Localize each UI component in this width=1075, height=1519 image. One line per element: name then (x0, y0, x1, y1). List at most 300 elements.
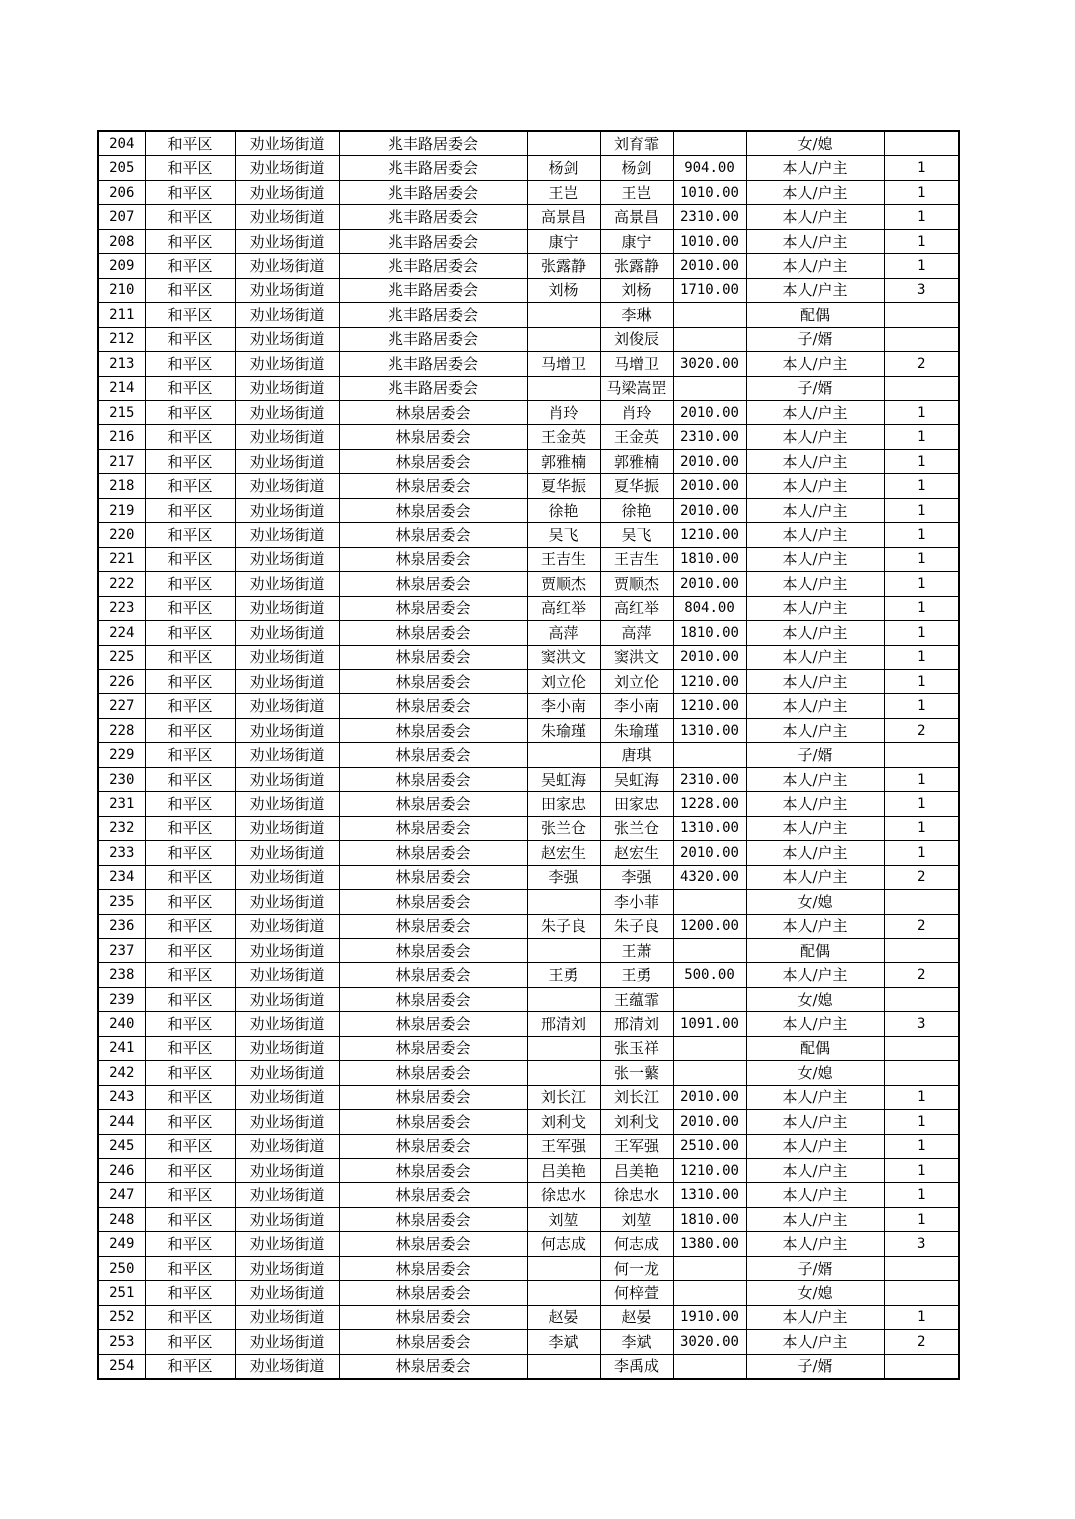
cell-amount: 1810.00 (673, 547, 746, 571)
cell-subdistrict: 劝业场街道 (235, 1012, 339, 1036)
table-body (98, 131, 959, 1379)
cell-row-number: 205 (98, 156, 145, 180)
cell-relation: 本人/户主 (746, 841, 884, 865)
cell-applicant: 赵晏 (527, 1305, 600, 1329)
cell-committee: 林泉居委会 (339, 816, 527, 840)
cell-amount: 2310.00 (673, 425, 746, 449)
cell-applicant (527, 987, 600, 1011)
cell-row-number: 209 (98, 254, 145, 278)
cell-committee: 林泉居委会 (339, 718, 527, 742)
cell-committee: 林泉居委会 (339, 474, 527, 498)
cell-committee: 林泉居委会 (339, 572, 527, 596)
cell-household-size: 3 (884, 1232, 959, 1256)
cell-member-name: 张玉祥 (600, 1036, 673, 1060)
cell-applicant: 刘堃 (527, 1207, 600, 1231)
cell-subdistrict: 劝业场街道 (235, 254, 339, 278)
cell-subdistrict: 劝业场街道 (235, 645, 339, 669)
cell-household-size: 1 (884, 1305, 959, 1329)
cell-subdistrict: 劝业场街道 (235, 816, 339, 840)
cell-household-size: 1 (884, 1207, 959, 1231)
cell-district: 和平区 (145, 694, 235, 718)
cell-subdistrict: 劝业场街道 (235, 596, 339, 620)
cell-household-size: 1 (884, 645, 959, 669)
cell-applicant: 康宁 (527, 229, 600, 253)
cell-amount: 1310.00 (673, 1183, 746, 1207)
cell-row-number: 212 (98, 327, 145, 351)
cell-subdistrict: 劝业场街道 (235, 352, 339, 376)
cell-household-size: 1 (884, 449, 959, 473)
cell-relation: 本人/户主 (746, 1012, 884, 1036)
cell-member-name: 李禹成 (600, 1354, 673, 1379)
cell-household-size: 1 (884, 254, 959, 278)
cell-district: 和平区 (145, 1061, 235, 1085)
table-row (98, 449, 959, 473)
cell-district: 和平区 (145, 1330, 235, 1354)
cell-amount: 1228.00 (673, 792, 746, 816)
cell-relation: 本人/户主 (746, 694, 884, 718)
cell-amount (673, 1061, 746, 1085)
table-row (98, 669, 959, 693)
table-row (98, 694, 959, 718)
cell-district: 和平区 (145, 376, 235, 400)
cell-relation: 配偶 (746, 303, 884, 327)
cell-relation: 本人/户主 (746, 1232, 884, 1256)
cell-district: 和平区 (145, 841, 235, 865)
cell-committee: 兆丰路居委会 (339, 205, 527, 229)
cell-row-number: 232 (98, 816, 145, 840)
cell-row-number: 221 (98, 547, 145, 571)
cell-member-name: 刘育霏 (600, 131, 673, 156)
cell-amount: 500.00 (673, 963, 746, 987)
cell-committee: 林泉居委会 (339, 645, 527, 669)
cell-household-size: 1 (884, 1110, 959, 1134)
cell-district: 和平区 (145, 792, 235, 816)
cell-amount: 904.00 (673, 156, 746, 180)
cell-member-name: 何一龙 (600, 1256, 673, 1280)
cell-committee: 林泉居委会 (339, 1330, 527, 1354)
cell-district: 和平区 (145, 449, 235, 473)
cell-household-size: 1 (884, 425, 959, 449)
cell-row-number: 228 (98, 718, 145, 742)
cell-member-name: 窦洪文 (600, 645, 673, 669)
cell-district: 和平区 (145, 1281, 235, 1305)
cell-subdistrict: 劝业场街道 (235, 400, 339, 424)
cell-relation: 子/婿 (746, 1256, 884, 1280)
cell-subdistrict: 劝业场街道 (235, 1256, 339, 1280)
cell-applicant (527, 1256, 600, 1280)
table-row (98, 1305, 959, 1329)
table-row (98, 278, 959, 302)
cell-household-size: 2 (884, 1330, 959, 1354)
cell-relation: 女/媳 (746, 131, 884, 156)
cell-row-number: 252 (98, 1305, 145, 1329)
cell-row-number: 216 (98, 425, 145, 449)
cell-amount (673, 1256, 746, 1280)
cell-relation: 本人/户主 (746, 498, 884, 522)
cell-household-size (884, 1061, 959, 1085)
cell-row-number: 222 (98, 572, 145, 596)
cell-amount: 1091.00 (673, 1012, 746, 1036)
cell-amount: 2010.00 (673, 449, 746, 473)
cell-row-number: 218 (98, 474, 145, 498)
cell-row-number: 226 (98, 669, 145, 693)
table-row (98, 1256, 959, 1280)
cell-applicant: 贾顺杰 (527, 572, 600, 596)
cell-committee: 兆丰路居委会 (339, 254, 527, 278)
cell-subdistrict: 劝业场街道 (235, 1305, 339, 1329)
cell-household-size: 1 (884, 229, 959, 253)
cell-relation: 配偶 (746, 1036, 884, 1060)
cell-district: 和平区 (145, 1232, 235, 1256)
cell-member-name: 李小菲 (600, 890, 673, 914)
table-row (98, 1330, 959, 1354)
cell-committee: 林泉居委会 (339, 1207, 527, 1231)
cell-district: 和平区 (145, 425, 235, 449)
cell-applicant: 郭雅楠 (527, 449, 600, 473)
cell-row-number: 245 (98, 1134, 145, 1158)
cell-row-number: 241 (98, 1036, 145, 1060)
cell-household-size: 1 (884, 474, 959, 498)
table-row (98, 1207, 959, 1231)
cell-amount: 2010.00 (673, 841, 746, 865)
cell-district: 和平区 (145, 596, 235, 620)
cell-amount (673, 938, 746, 962)
cell-member-name: 何志成 (600, 1232, 673, 1256)
cell-member-name: 朱瑜瑾 (600, 718, 673, 742)
cell-relation: 本人/户主 (746, 205, 884, 229)
cell-applicant (527, 1354, 600, 1379)
cell-district: 和平区 (145, 621, 235, 645)
cell-district: 和平区 (145, 278, 235, 302)
cell-row-number: 225 (98, 645, 145, 669)
cell-committee: 林泉居委会 (339, 792, 527, 816)
cell-committee: 林泉居委会 (339, 425, 527, 449)
cell-district: 和平区 (145, 669, 235, 693)
cell-committee: 兆丰路居委会 (339, 376, 527, 400)
cell-relation: 本人/户主 (746, 400, 884, 424)
cell-relation: 本人/户主 (746, 963, 884, 987)
cell-household-size: 1 (884, 792, 959, 816)
cell-amount (673, 987, 746, 1011)
cell-applicant: 徐忠水 (527, 1183, 600, 1207)
cell-member-name: 李强 (600, 865, 673, 889)
cell-household-size (884, 1354, 959, 1379)
cell-committee: 林泉居委会 (339, 1110, 527, 1134)
cell-committee: 林泉居委会 (339, 1232, 527, 1256)
cell-household-size: 1 (884, 621, 959, 645)
cell-committee: 林泉居委会 (339, 1305, 527, 1329)
cell-subdistrict: 劝业场街道 (235, 1207, 339, 1231)
cell-household-size: 2 (884, 865, 959, 889)
cell-district: 和平区 (145, 914, 235, 938)
cell-subdistrict: 劝业场街道 (235, 767, 339, 791)
cell-member-name: 马增卫 (600, 352, 673, 376)
cell-relation: 本人/户主 (746, 1207, 884, 1231)
cell-amount (673, 376, 746, 400)
cell-applicant (527, 1036, 600, 1060)
cell-row-number: 208 (98, 229, 145, 253)
cell-district: 和平区 (145, 1159, 235, 1183)
cell-applicant: 李小南 (527, 694, 600, 718)
table-row (98, 400, 959, 424)
cell-household-size (884, 890, 959, 914)
cell-district: 和平区 (145, 743, 235, 767)
cell-relation: 女/媳 (746, 1281, 884, 1305)
cell-member-name: 徐艳 (600, 498, 673, 522)
cell-relation: 本人/户主 (746, 254, 884, 278)
cell-district: 和平区 (145, 816, 235, 840)
cell-household-size: 1 (884, 767, 959, 791)
table-row (98, 1183, 959, 1207)
cell-district: 和平区 (145, 572, 235, 596)
cell-row-number: 240 (98, 1012, 145, 1036)
cell-relation: 子/婿 (746, 327, 884, 351)
cell-subdistrict: 劝业场街道 (235, 890, 339, 914)
cell-district: 和平区 (145, 718, 235, 742)
table-row (98, 352, 959, 376)
cell-row-number: 239 (98, 987, 145, 1011)
cell-amount: 2010.00 (673, 1085, 746, 1109)
cell-relation: 本人/户主 (746, 180, 884, 204)
cell-committee: 林泉居委会 (339, 523, 527, 547)
cell-amount: 1910.00 (673, 1305, 746, 1329)
table-row (98, 914, 959, 938)
cell-subdistrict: 劝业场街道 (235, 1281, 339, 1305)
table-row (98, 1110, 959, 1134)
cell-subdistrict: 劝业场街道 (235, 131, 339, 156)
cell-household-size (884, 376, 959, 400)
cell-member-name: 徐忠水 (600, 1183, 673, 1207)
cell-amount: 2010.00 (673, 645, 746, 669)
cell-household-size: 1 (884, 205, 959, 229)
table-row (98, 938, 959, 962)
cell-row-number: 244 (98, 1110, 145, 1134)
cell-amount: 3020.00 (673, 1330, 746, 1354)
cell-relation: 本人/户主 (746, 669, 884, 693)
cell-applicant: 高景昌 (527, 205, 600, 229)
cell-subdistrict: 劝业场街道 (235, 1061, 339, 1085)
cell-member-name: 王蕴霏 (600, 987, 673, 1011)
cell-committee: 林泉居委会 (339, 449, 527, 473)
table-row (98, 523, 959, 547)
cell-applicant: 高萍 (527, 621, 600, 645)
cell-subdistrict: 劝业场街道 (235, 865, 339, 889)
cell-committee: 林泉居委会 (339, 1159, 527, 1183)
cell-applicant (527, 1061, 600, 1085)
cell-applicant: 高红举 (527, 596, 600, 620)
cell-household-size (884, 131, 959, 156)
cell-relation: 本人/户主 (746, 229, 884, 253)
cell-committee: 林泉居委会 (339, 865, 527, 889)
cell-committee: 林泉居委会 (339, 743, 527, 767)
cell-member-name: 高萍 (600, 621, 673, 645)
cell-relation: 女/媳 (746, 1061, 884, 1085)
cell-district: 和平区 (145, 1012, 235, 1036)
cell-member-name: 李斌 (600, 1330, 673, 1354)
cell-member-name: 夏华振 (600, 474, 673, 498)
cell-row-number: 219 (98, 498, 145, 522)
cell-subdistrict: 劝业场街道 (235, 449, 339, 473)
cell-household-size: 1 (884, 156, 959, 180)
cell-relation: 本人/户主 (746, 767, 884, 791)
cell-household-size: 1 (884, 816, 959, 840)
cell-amount: 1310.00 (673, 816, 746, 840)
cell-relation: 本人/户主 (746, 425, 884, 449)
table-row (98, 596, 959, 620)
cell-subdistrict: 劝业场街道 (235, 841, 339, 865)
cell-district: 和平区 (145, 1183, 235, 1207)
cell-applicant (527, 376, 600, 400)
cell-member-name: 肖玲 (600, 400, 673, 424)
cell-subdistrict: 劝业场街道 (235, 1134, 339, 1158)
cell-row-number: 243 (98, 1085, 145, 1109)
cell-relation: 本人/户主 (746, 352, 884, 376)
cell-committee: 林泉居委会 (339, 400, 527, 424)
cell-relation: 本人/户主 (746, 1305, 884, 1329)
cell-row-number: 237 (98, 938, 145, 962)
cell-amount (673, 327, 746, 351)
table-row (98, 767, 959, 791)
cell-relation: 本人/户主 (746, 1330, 884, 1354)
cell-amount (673, 1281, 746, 1305)
cell-applicant: 王军强 (527, 1134, 600, 1158)
cell-amount: 1310.00 (673, 718, 746, 742)
cell-committee: 林泉居委会 (339, 1036, 527, 1060)
cell-household-size (884, 303, 959, 327)
cell-committee: 林泉居委会 (339, 963, 527, 987)
cell-row-number: 246 (98, 1159, 145, 1183)
cell-relation: 本人/户主 (746, 718, 884, 742)
cell-member-name: 王金英 (600, 425, 673, 449)
cell-committee: 林泉居委会 (339, 694, 527, 718)
cell-district: 和平区 (145, 205, 235, 229)
cell-committee: 林泉居委会 (339, 938, 527, 962)
cell-committee: 林泉居委会 (339, 669, 527, 693)
cell-amount (673, 131, 746, 156)
cell-district: 和平区 (145, 523, 235, 547)
cell-row-number: 229 (98, 743, 145, 767)
cell-amount (673, 1354, 746, 1379)
cell-member-name: 王岂 (600, 180, 673, 204)
cell-district: 和平区 (145, 547, 235, 571)
cell-district: 和平区 (145, 1134, 235, 1158)
cell-row-number: 248 (98, 1207, 145, 1231)
cell-applicant: 吴飞 (527, 523, 600, 547)
cell-committee: 林泉居委会 (339, 596, 527, 620)
cell-row-number: 234 (98, 865, 145, 889)
cell-applicant: 杨剑 (527, 156, 600, 180)
cell-subdistrict: 劝业场街道 (235, 938, 339, 962)
cell-applicant (527, 1281, 600, 1305)
cell-row-number: 233 (98, 841, 145, 865)
cell-district: 和平区 (145, 1207, 235, 1231)
cell-committee: 林泉居委会 (339, 621, 527, 645)
cell-relation: 本人/户主 (746, 523, 884, 547)
cell-subdistrict: 劝业场街道 (235, 621, 339, 645)
cell-district: 和平区 (145, 890, 235, 914)
cell-member-name: 田家忠 (600, 792, 673, 816)
cell-district: 和平区 (145, 352, 235, 376)
cell-committee: 兆丰路居委会 (339, 156, 527, 180)
cell-amount: 1210.00 (673, 523, 746, 547)
cell-subdistrict: 劝业场街道 (235, 792, 339, 816)
cell-household-size: 1 (884, 572, 959, 596)
cell-committee: 林泉居委会 (339, 1183, 527, 1207)
cell-member-name: 刘堃 (600, 1207, 673, 1231)
cell-applicant: 刘立伦 (527, 669, 600, 693)
cell-district: 和平区 (145, 1305, 235, 1329)
table-row (98, 841, 959, 865)
cell-applicant (527, 938, 600, 962)
cell-household-size: 1 (884, 596, 959, 620)
cell-row-number: 227 (98, 694, 145, 718)
cell-member-name: 郭雅楠 (600, 449, 673, 473)
cell-row-number: 224 (98, 621, 145, 645)
cell-row-number: 250 (98, 1256, 145, 1280)
cell-member-name: 刘长江 (600, 1085, 673, 1109)
cell-relation: 本人/户主 (746, 1110, 884, 1134)
cell-member-name: 赵宏生 (600, 841, 673, 865)
cell-subdistrict: 劝业场街道 (235, 1354, 339, 1379)
cell-applicant (527, 327, 600, 351)
cell-committee: 兆丰路居委会 (339, 131, 527, 156)
cell-member-name: 马梁嵩罡 (600, 376, 673, 400)
cell-relation: 子/婿 (746, 743, 884, 767)
table-row (98, 718, 959, 742)
cell-household-size: 3 (884, 278, 959, 302)
cell-household-size: 2 (884, 963, 959, 987)
cell-subdistrict: 劝业场街道 (235, 523, 339, 547)
cell-household-size (884, 938, 959, 962)
cell-district: 和平区 (145, 938, 235, 962)
table-row (98, 205, 959, 229)
cell-row-number: 236 (98, 914, 145, 938)
cell-member-name: 何梓萱 (600, 1281, 673, 1305)
cell-member-name: 王军强 (600, 1134, 673, 1158)
table-row (98, 1012, 959, 1036)
cell-committee: 林泉居委会 (339, 547, 527, 571)
cell-amount: 804.00 (673, 596, 746, 620)
cell-district: 和平区 (145, 767, 235, 791)
cell-relation: 本人/户主 (746, 816, 884, 840)
cell-subdistrict: 劝业场街道 (235, 1110, 339, 1134)
cell-row-number: 223 (98, 596, 145, 620)
cell-amount: 1380.00 (673, 1232, 746, 1256)
cell-applicant: 夏华振 (527, 474, 600, 498)
cell-row-number: 207 (98, 205, 145, 229)
cell-subdistrict: 劝业场街道 (235, 743, 339, 767)
cell-household-size: 1 (884, 547, 959, 571)
cell-relation: 本人/户主 (746, 621, 884, 645)
cell-household-size: 1 (884, 841, 959, 865)
cell-subdistrict: 劝业场街道 (235, 1159, 339, 1183)
cell-row-number: 253 (98, 1330, 145, 1354)
cell-applicant: 吴虹海 (527, 767, 600, 791)
cell-applicant: 李斌 (527, 1330, 600, 1354)
cell-subdistrict: 劝业场街道 (235, 1330, 339, 1354)
table-row (98, 1159, 959, 1183)
cell-committee: 林泉居委会 (339, 1134, 527, 1158)
cell-applicant: 吕美艳 (527, 1159, 600, 1183)
cell-member-name: 刘利戈 (600, 1110, 673, 1134)
cell-household-size: 1 (884, 1159, 959, 1183)
cell-applicant: 窦洪文 (527, 645, 600, 669)
cell-amount: 2310.00 (673, 205, 746, 229)
cell-committee: 兆丰路居委会 (339, 180, 527, 204)
table-row (98, 376, 959, 400)
table-row (98, 865, 959, 889)
cell-amount: 1200.00 (673, 914, 746, 938)
